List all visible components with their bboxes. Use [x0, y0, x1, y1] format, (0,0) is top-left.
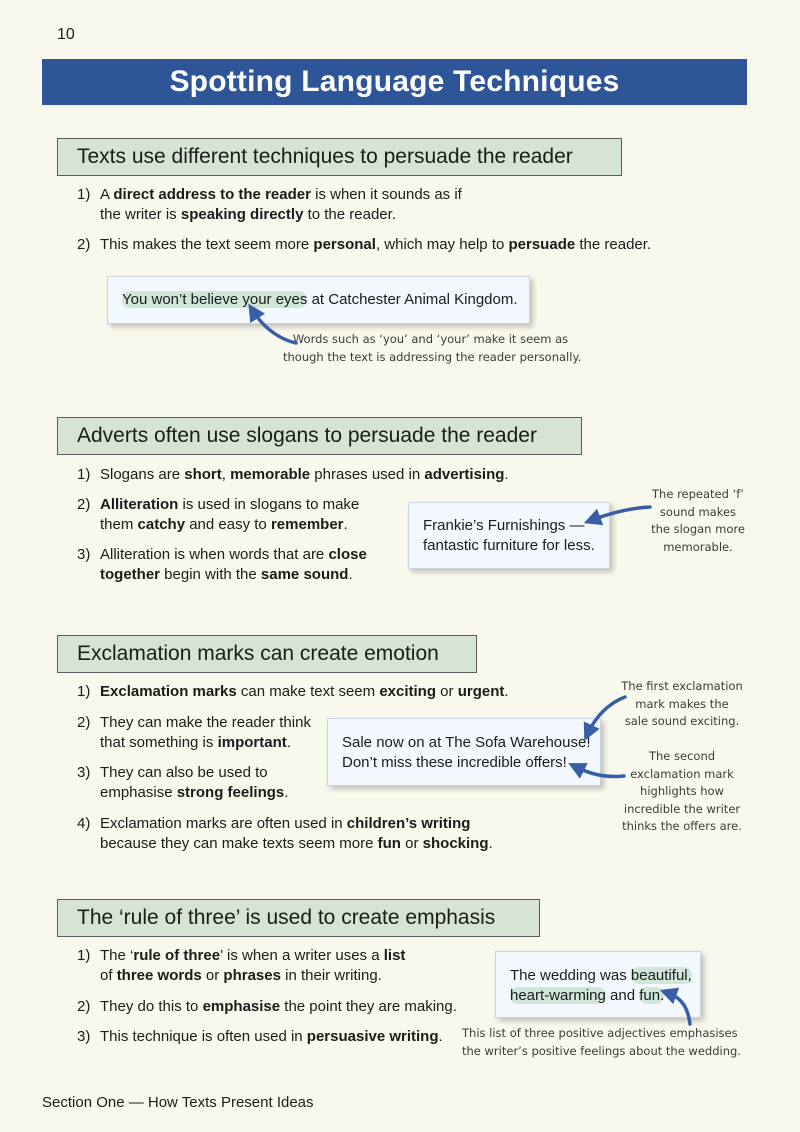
point-number: 2) — [77, 714, 91, 731]
bold-text: persuade — [508, 236, 576, 253]
text: because they can make texts seem more — [100, 835, 378, 852]
highlighted-phrase: You won’t believe your eyes — [122, 291, 308, 308]
annotation-line: This list of three positive adjectives emphasises — [462, 1026, 738, 1040]
section-heading-slogans: Adverts often use slogans to persuade the reader — [57, 417, 582, 455]
page-number: 10 — [57, 26, 75, 43]
bold-text: phrases — [223, 967, 281, 984]
page-title: Spotting Language Techniques — [42, 59, 747, 105]
point-2-alliteration — [77, 495, 359, 535]
bold-text: advertising — [424, 466, 505, 483]
bold-text: remember — [270, 516, 344, 533]
example-box-direct-address — [107, 276, 530, 324]
example-text: Don’t miss these incredible offers! — [342, 754, 567, 771]
annotation-line: The repeated ‘f’ — [652, 487, 744, 501]
bold-text: catchy — [137, 516, 186, 533]
annotation-second-exclamation — [612, 748, 752, 836]
text: that something is — [100, 734, 218, 751]
point-number: 3) — [77, 1028, 91, 1045]
bold-text: direct address to the reader — [113, 186, 311, 203]
bold-text: important — [217, 734, 287, 751]
bold-text: close — [328, 546, 367, 563]
text: the writer is — [100, 206, 181, 223]
text: is when it sounds as if — [310, 186, 462, 203]
highlighted-word: heart-warming — [510, 987, 606, 1004]
point-number: 2) — [77, 236, 91, 253]
bold-text: fun — [377, 835, 401, 852]
text: . — [286, 734, 291, 751]
text: begin with the — [160, 566, 261, 583]
bold-text: short — [184, 466, 222, 483]
annotation-line: sale sound exciting. — [624, 714, 740, 728]
annotation-line: incredible the writer — [623, 801, 741, 816]
example-text: fantastic furniture for less. — [423, 537, 595, 554]
point-number: 4) — [77, 815, 91, 832]
text: They can also be used to — [100, 764, 268, 781]
text: They do this to — [100, 998, 203, 1015]
text: phrases used in — [310, 466, 425, 483]
point-1-rule-of-three — [77, 946, 405, 986]
example-box-exclamation — [327, 718, 601, 786]
point-3-strong-feelings — [77, 763, 288, 803]
text: A — [100, 186, 114, 203]
annotation-line: the writer’s positive feelings about the wedding. — [462, 1043, 741, 1058]
point-number: 1) — [77, 683, 91, 700]
text: ’ is when a writer uses a — [220, 947, 384, 964]
text: emphasise — [100, 784, 177, 801]
annotation-line: thinks the offers are. — [622, 819, 742, 833]
text: . — [343, 516, 348, 533]
example-text: Frankie’s Furnishings — — [423, 517, 585, 534]
bold-text: rule of three — [133, 947, 221, 964]
bold-text: urgent — [457, 683, 505, 700]
point-1-exclamation — [77, 682, 509, 702]
example-text: Sale now on at The Sofa Warehouse! — [342, 734, 591, 751]
annotation-line: memorable. — [663, 539, 733, 554]
text: This makes the text seem more — [100, 236, 314, 253]
text: to the reader. — [303, 206, 396, 223]
bold-text: together — [100, 566, 160, 583]
text: . — [504, 683, 509, 700]
example-box-slogan — [408, 502, 610, 569]
bold-text: shocking — [422, 835, 489, 852]
example-text: and — [605, 987, 640, 1004]
bold-text: exciting — [379, 683, 436, 700]
example-text: The wedding was — [510, 967, 631, 984]
example-box-rule-of-three — [495, 951, 701, 1018]
point-number: 2) — [77, 998, 91, 1015]
text: can make text seem — [236, 683, 380, 700]
annotation-list-of-three — [462, 1025, 741, 1060]
highlighted-word: fun. — [639, 987, 665, 1004]
annotation-line: highlights how — [640, 784, 724, 798]
point-1-direct-address — [77, 185, 462, 225]
annotation-line: Words such as ‘you’ and ‘your’ make it seem as — [292, 332, 569, 346]
annotation-line: The first exclamation — [621, 679, 743, 693]
bold-text: personal — [313, 236, 376, 253]
section-heading-rule-of-three: The ‘rule of three’ is used to create emphasis — [57, 899, 540, 937]
bold-text: three words — [116, 967, 202, 984]
text: . — [348, 566, 353, 583]
text: . — [488, 835, 493, 852]
bold-text: Exclamation marks — [100, 683, 237, 700]
annotation-line: The second — [648, 749, 716, 763]
point-number: 1) — [77, 186, 91, 203]
bold-text: same sound — [260, 566, 349, 583]
text: of — [100, 967, 117, 984]
point-2-personal — [77, 235, 651, 255]
point-number: 1) — [77, 466, 91, 483]
bold-text: Alliteration — [100, 496, 179, 513]
point-number: 3) — [77, 764, 91, 781]
text: , — [221, 466, 231, 483]
section-heading-persuade: Texts use different techniques to persuade the reader — [57, 138, 622, 176]
point-1-slogans — [77, 465, 509, 485]
section-heading-exclamation: Exclamation marks can create emotion — [57, 635, 477, 673]
text: The ‘ — [100, 947, 134, 964]
text: or — [436, 683, 458, 700]
text: . — [504, 466, 509, 483]
point-number: 3) — [77, 546, 91, 563]
text: in their writing. — [280, 967, 382, 984]
point-2-important — [77, 713, 311, 753]
annotation-line: the slogan more — [651, 522, 745, 536]
bold-text: speaking directly — [180, 206, 304, 223]
annotation-line: sound makes — [659, 504, 737, 519]
annotation-direct-address — [283, 331, 582, 366]
annotation-first-exclamation — [612, 678, 752, 731]
text: Slogans are — [100, 466, 185, 483]
text: the reader. — [575, 236, 652, 253]
text: This technique is often used in — [100, 1028, 307, 1045]
example-text: at Catchester Animal Kingdom. — [307, 291, 518, 308]
point-3-alliteration-definition — [77, 545, 367, 585]
text: Alliteration is when words that are — [100, 546, 329, 563]
highlighted-word: beautiful, — [630, 967, 692, 984]
text: them — [100, 516, 138, 533]
point-4-childrens-writing — [77, 814, 493, 854]
annotation-line: exclamation mark — [630, 766, 734, 781]
text: , which may help to — [375, 236, 509, 253]
annotation-line: though the text is addressing the reader personally. — [283, 349, 582, 364]
bold-text: list — [383, 947, 406, 964]
text: They can make the reader think — [100, 714, 311, 731]
page-footer: Section One — How Texts Present Ideas — [42, 1094, 314, 1111]
point-3-persuasive-writing — [77, 1027, 443, 1047]
point-2-emphasise — [77, 997, 457, 1017]
text: the point they are making. — [280, 998, 457, 1015]
text: or — [400, 835, 423, 852]
bold-text: children’s writing — [346, 815, 471, 832]
text: and easy to — [185, 516, 271, 533]
text: . — [284, 784, 289, 801]
annotation-repeated-f — [638, 486, 758, 556]
text: or — [201, 967, 224, 984]
annotation-line: mark makes the — [635, 696, 729, 711]
point-number: 1) — [77, 947, 91, 964]
bold-text: persuasive writing — [306, 1028, 439, 1045]
text: . — [438, 1028, 443, 1045]
bold-text: strong feelings — [176, 784, 285, 801]
bold-text: memorable — [230, 466, 311, 483]
text: is used in slogans to make — [178, 496, 360, 513]
point-number: 2) — [77, 496, 91, 513]
text: Exclamation marks are often used in — [100, 815, 347, 832]
bold-text: emphasise — [202, 998, 281, 1015]
